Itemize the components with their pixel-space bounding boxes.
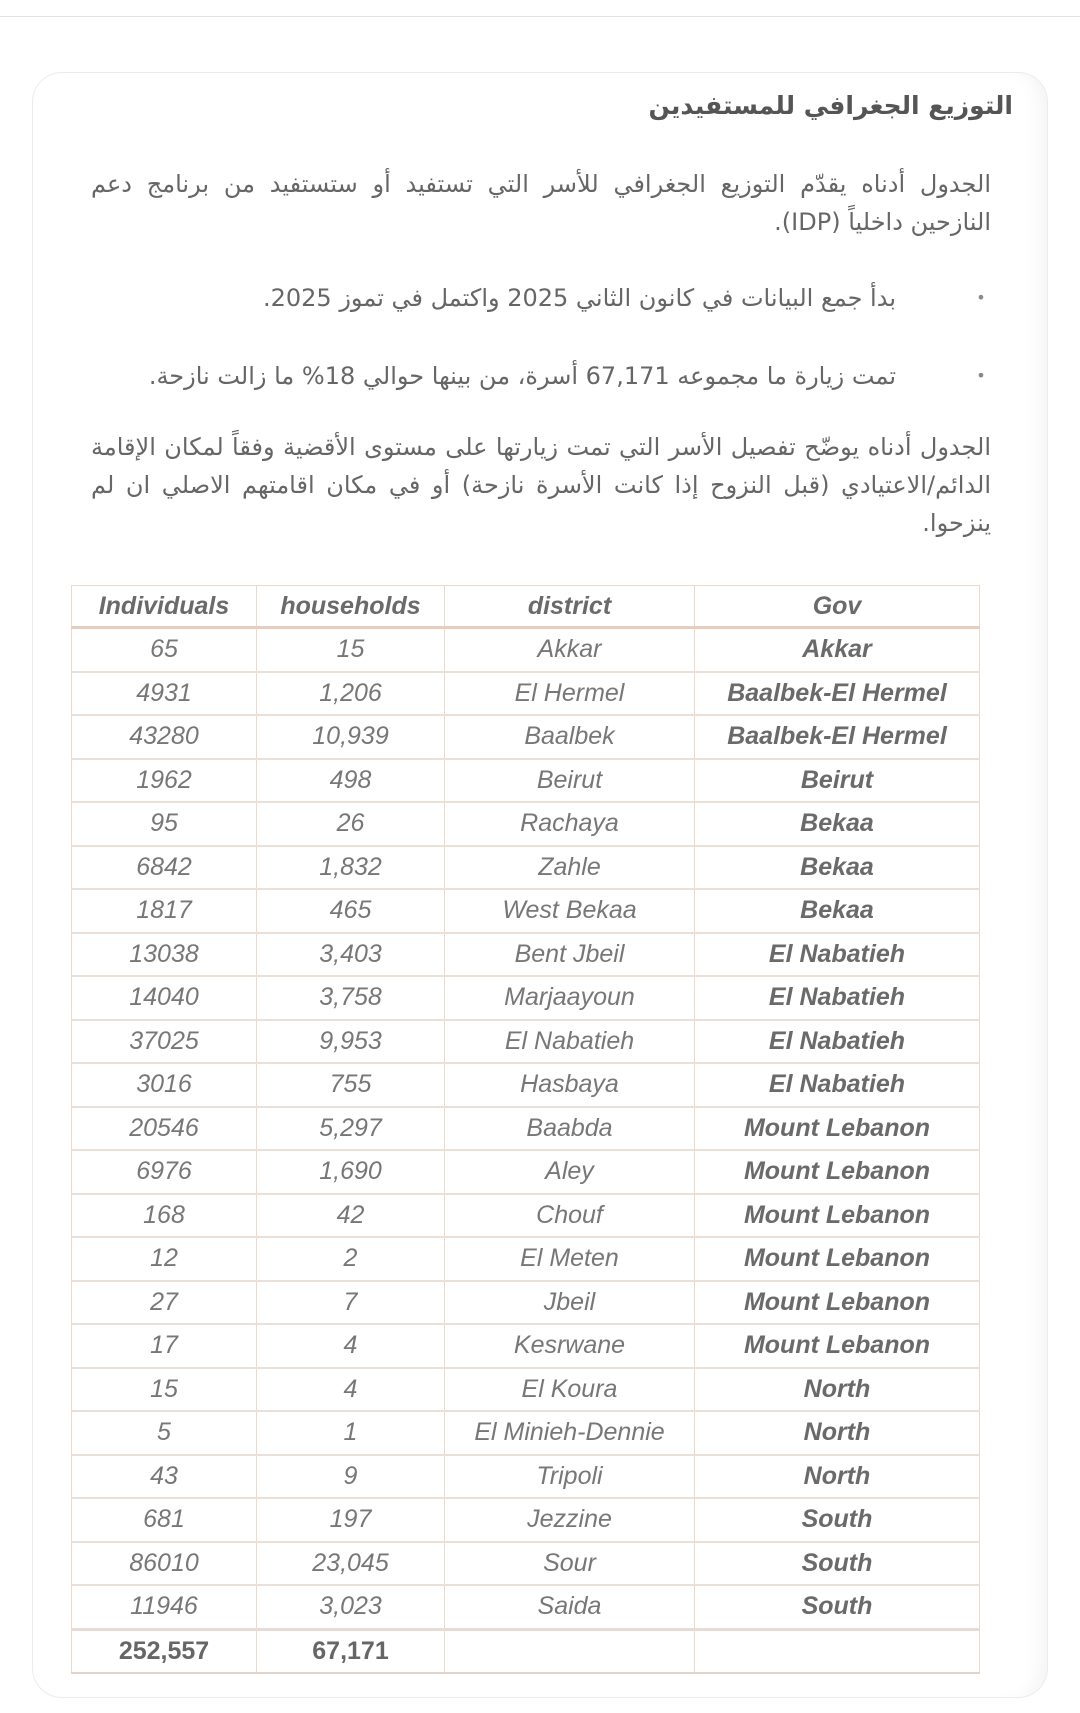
- cell-households: 755: [257, 1063, 445, 1107]
- cell-gov: Mount Lebanon: [695, 1150, 980, 1194]
- table-row: [72, 1585, 980, 1629]
- cell-households: 7: [257, 1281, 445, 1325]
- cell-households: 10,939: [257, 715, 445, 759]
- table-row: [72, 628, 980, 672]
- cell-district: El Hermel: [445, 672, 695, 716]
- cell-district: Kesrwane: [445, 1324, 695, 1368]
- cell-district: El Minieh-Dennie: [445, 1411, 695, 1455]
- cell-district: Sour: [445, 1542, 695, 1586]
- cell-households: 498: [257, 759, 445, 803]
- cell-individuals: 12: [72, 1237, 257, 1281]
- cell-individuals: 27: [72, 1281, 257, 1325]
- table-row: [72, 889, 980, 933]
- cell-households: 465: [257, 889, 445, 933]
- cell-gov: Bekaa: [695, 889, 980, 933]
- cell-gov: Mount Lebanon: [695, 1107, 980, 1151]
- cell-gov: El Nabatieh: [695, 1063, 980, 1107]
- cell-gov: Mount Lebanon: [695, 1237, 980, 1281]
- table-row: [72, 1063, 980, 1107]
- bullet-dot-icon: •: [976, 366, 986, 385]
- table-header-row: [72, 586, 980, 628]
- table-row: [72, 846, 980, 890]
- cell-households: 9: [257, 1455, 445, 1499]
- table-row: [72, 1455, 980, 1499]
- cell-households: 23,045: [257, 1542, 445, 1586]
- cell-households: 4: [257, 1368, 445, 1412]
- cell-gov: El Nabatieh: [695, 976, 980, 1020]
- cell-households: 9,953: [257, 1020, 445, 1064]
- cell-district: Saida: [445, 1585, 695, 1629]
- cell-district: Baalbek: [445, 715, 695, 759]
- cell-district: El Meten: [445, 1237, 695, 1281]
- top-divider: [0, 16, 1080, 17]
- table-row: [72, 1194, 980, 1238]
- cell-individuals: 5: [72, 1411, 257, 1455]
- table-row: [72, 802, 980, 846]
- header-households: households: [257, 586, 445, 628]
- table-row: [72, 1150, 980, 1194]
- cell-district: Jbeil: [445, 1281, 695, 1325]
- cell-individuals: 6842: [72, 846, 257, 890]
- cell-district: Hasbaya: [445, 1063, 695, 1107]
- cell-individuals: 95: [72, 802, 257, 846]
- cell-gov: South: [695, 1542, 980, 1586]
- cell-households: 42: [257, 1194, 445, 1238]
- cell-households: 15: [257, 628, 445, 672]
- table-intro-paragraph: الجدول أدناه يوضّح تفصيل الأسر التي تمت زيارتها على مستوى الأقضية وفقاً لمكان الإقامة الدائم/الاعتيادي (قبل النزوح إذا كانت الأسرة نازحة) أو في مكان اقامتهم الاصلي ان لم ينزحوا.: [91, 433, 991, 537]
- cell-gov: North: [695, 1368, 980, 1412]
- table-row: [72, 933, 980, 977]
- cell-gov: Mount Lebanon: [695, 1281, 980, 1325]
- table-row: [72, 759, 980, 803]
- table-row: [72, 1498, 980, 1542]
- section-title: التوزيع الجغرافي للمستفيدين: [648, 91, 1013, 120]
- cell-gov: North: [695, 1455, 980, 1499]
- cell-individuals: 86010: [72, 1542, 257, 1586]
- cell-district: Rachaya: [445, 802, 695, 846]
- cell-households: 1: [257, 1411, 445, 1455]
- total-cell-individuals: 252,557: [72, 1629, 257, 1673]
- cell-gov: Mount Lebanon: [695, 1194, 980, 1238]
- total-cell-households: 67,171: [257, 1629, 445, 1673]
- table-row: [72, 1411, 980, 1455]
- cell-individuals: 681: [72, 1498, 257, 1542]
- header-individuals: Individuals: [72, 586, 257, 628]
- table-row: [72, 1542, 980, 1586]
- cell-individuals: 13038: [72, 933, 257, 977]
- cell-individuals: 20546: [72, 1107, 257, 1151]
- cell-district: Zahle: [445, 846, 695, 890]
- total-cell-gov: [695, 1629, 980, 1673]
- header-district: district: [445, 586, 695, 628]
- cell-individuals: 37025: [72, 1020, 257, 1064]
- cell-households: 197: [257, 1498, 445, 1542]
- cell-households: 1,206: [257, 672, 445, 716]
- table-row: [72, 672, 980, 716]
- cell-district: El Koura: [445, 1368, 695, 1412]
- table-row: [72, 1281, 980, 1325]
- cell-district: Akkar: [445, 628, 695, 672]
- cell-households: 4: [257, 1324, 445, 1368]
- table-row: [72, 715, 980, 759]
- cell-gov: Bekaa: [695, 846, 980, 890]
- cell-households: 26: [257, 802, 445, 846]
- cell-households: 3,023: [257, 1585, 445, 1629]
- cell-district: Chouf: [445, 1194, 695, 1238]
- table-row: [72, 1107, 980, 1151]
- cell-district: Marjaayoun: [445, 976, 695, 1020]
- cell-individuals: 3016: [72, 1063, 257, 1107]
- cell-individuals: 43280: [72, 715, 257, 759]
- cell-district: El Nabatieh: [445, 1020, 695, 1064]
- total-cell-district: [445, 1629, 695, 1673]
- bullet-text: تمت زيارة ما مجموعه 67,171 أسرة، من بينها حوالي 18% ما زالت نازحة.: [148, 362, 896, 390]
- cell-gov: Beirut: [695, 759, 980, 803]
- cell-gov: Baalbek-El Hermel: [695, 672, 980, 716]
- geographic-distribution-table: [71, 585, 980, 1674]
- cell-gov: Baalbek-El Hermel: [695, 715, 980, 759]
- cell-individuals: 65: [72, 628, 257, 672]
- cell-gov: South: [695, 1498, 980, 1542]
- cell-individuals: 43: [72, 1455, 257, 1499]
- cell-district: Beirut: [445, 759, 695, 803]
- cell-gov: Bekaa: [695, 802, 980, 846]
- cell-gov: Mount Lebanon: [695, 1324, 980, 1368]
- cell-district: Jezzine: [445, 1498, 695, 1542]
- content-card: [32, 72, 1048, 1698]
- cell-households: 3,403: [257, 933, 445, 977]
- cell-households: 1,832: [257, 846, 445, 890]
- bullet-text: بدأ جمع البيانات في كانون الثاني 2025 واكتمل في تموز 2025.: [262, 284, 896, 312]
- cell-individuals: 4931: [72, 672, 257, 716]
- cell-individuals: 15: [72, 1368, 257, 1412]
- cell-gov: North: [695, 1411, 980, 1455]
- cell-individuals: 14040: [72, 976, 257, 1020]
- cell-individuals: 17: [72, 1324, 257, 1368]
- cell-gov: Akkar: [695, 628, 980, 672]
- cell-gov: El Nabatieh: [695, 933, 980, 977]
- cell-households: 5,297: [257, 1107, 445, 1151]
- cell-district: Tripoli: [445, 1455, 695, 1499]
- cell-individuals: 11946: [72, 1585, 257, 1629]
- cell-households: 1,690: [257, 1150, 445, 1194]
- header-gov: Gov: [695, 586, 980, 628]
- cell-district: Aley: [445, 1150, 695, 1194]
- intro-paragraph: الجدول أدناه يقدّم التوزيع الجغرافي للأسر التي تستفيد أو ستستفيد من برنامج دعم النازحين داخلياً (IDP).: [91, 170, 991, 236]
- cell-individuals: 1817: [72, 889, 257, 933]
- cell-individuals: 168: [72, 1194, 257, 1238]
- table-row: [72, 976, 980, 1020]
- cell-district: West Bekaa: [445, 889, 695, 933]
- table-row: [72, 1237, 980, 1281]
- table-row: [72, 1324, 980, 1368]
- cell-gov: El Nabatieh: [695, 1020, 980, 1064]
- cell-district: Baabda: [445, 1107, 695, 1151]
- cell-households: 2: [257, 1237, 445, 1281]
- cell-households: 3,758: [257, 976, 445, 1020]
- cell-district: Bent Jbeil: [445, 933, 695, 977]
- table-row: [72, 1020, 980, 1064]
- cell-individuals: 1962: [72, 759, 257, 803]
- table-row: [72, 1368, 980, 1412]
- table-total-row: [72, 1629, 980, 1673]
- cell-gov: South: [695, 1585, 980, 1629]
- cell-individuals: 6976: [72, 1150, 257, 1194]
- bullet-dot-icon: •: [976, 288, 986, 307]
